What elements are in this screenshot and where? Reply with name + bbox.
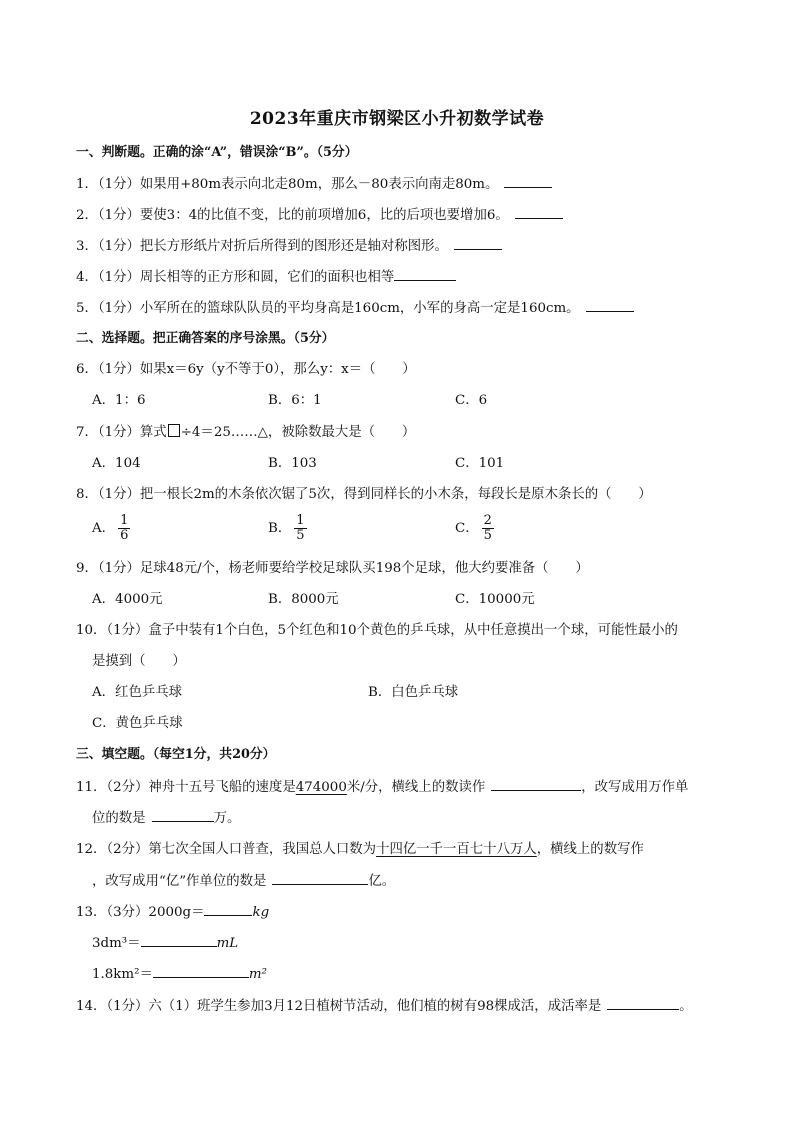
- question-4: [76, 268, 456, 287]
- question-12-line2-unit: 亿。: [368, 874, 396, 889]
- question-12: [76, 841, 644, 859]
- unit-label: m²: [248, 967, 267, 982]
- option-c[interactable]: [455, 514, 494, 543]
- option-b[interactable]: B．103: [268, 456, 317, 471]
- answer-blank[interactable]: [586, 299, 634, 312]
- answer-blank[interactable]: [454, 237, 502, 250]
- option-c[interactable]: C．黄色乒乓球: [92, 716, 183, 731]
- question-13-line1-text: 13．（3分）2000g＝: [76, 905, 205, 920]
- unit-label: mL: [216, 936, 239, 951]
- denominator: 6: [120, 528, 129, 543]
- question-13: [76, 903, 269, 922]
- numerator: 2: [483, 513, 492, 528]
- question-13-line2-text: 3dm³＝: [92, 936, 141, 951]
- answer-blank[interactable]: [204, 903, 252, 916]
- question-11-line2-text: 位的数是: [92, 811, 146, 826]
- question-7: [76, 424, 415, 442]
- answer-blank[interactable]: [491, 778, 581, 791]
- fraction: [482, 514, 494, 543]
- question-14-end: 。: [679, 999, 693, 1014]
- option-b[interactable]: B．白色乒乓球: [368, 685, 459, 700]
- fraction: [294, 514, 306, 543]
- question-5: [76, 299, 634, 318]
- option-a-label: A．: [92, 521, 116, 536]
- question-2: [76, 206, 563, 225]
- section-heading-judgment: 一、判断题。正确的涂“A”，错误涂“B”。（5分）: [76, 145, 358, 160]
- question-5-text: 5．（1分）小军所在的篮球队队员的平均身高是160cm，小军的身高一定是160cm。: [76, 301, 580, 316]
- question-7-text-post: ÷4＝25……△，被除数最大是（ ）: [180, 425, 416, 440]
- option-c[interactable]: C．6: [455, 393, 488, 408]
- option-c[interactable]: C．10000元: [455, 592, 535, 607]
- question-11-text-mid: 米/分，横线上的数读作: [346, 780, 486, 795]
- option-a[interactable]: A．4000元: [92, 592, 163, 607]
- question-10: 10．（1分）盒子中装有1个白色，5个红色和10个黄色的乒乓球，从中任意摸出一个球，可能性最小的: [76, 623, 678, 638]
- question-13-line3: [92, 965, 267, 984]
- question-11-continued: [92, 809, 240, 828]
- option-c-label: C．: [455, 521, 479, 536]
- option-a[interactable]: A．红色乒乓球: [92, 685, 183, 700]
- question-6: 6．（1分）如果x＝6y（y不等于0），那么y：x＝（ ）: [76, 362, 416, 377]
- question-12-continued: [92, 872, 395, 891]
- option-c[interactable]: C．101: [455, 456, 505, 471]
- question-12-line2-text: ，改写成用“亿”作单位的数是: [92, 874, 267, 889]
- question-10-continued: 是摸到（ ）: [92, 654, 186, 669]
- question-11-text: 11．（2分）神舟十五号飞船的速度是: [76, 780, 296, 795]
- question-13-line2: [92, 934, 238, 953]
- question-4-text: 4．（1分）周长相等的正方形和圆，它们的面积也相等: [76, 270, 395, 285]
- page-title: 2023年重庆市钢梁区小升初数学试卷: [249, 109, 545, 129]
- unit-label: kg: [252, 905, 270, 920]
- question-11-line2-unit: 万。: [213, 811, 241, 826]
- denominator: 5: [483, 528, 492, 543]
- option-b[interactable]: B．6：1: [268, 393, 322, 408]
- question-8: 8．（1分）把一根长2m的木条依次锯了5次，得到同样长的小木条，每段长是原木条长的（ ）: [76, 487, 652, 502]
- question-14: [76, 997, 693, 1016]
- question-13-line3-text: 1.8km²＝: [92, 967, 153, 982]
- empty-box-symbol: [168, 424, 180, 437]
- question-1: [76, 175, 552, 194]
- question-7-text-pre: 7．（1分）算式: [76, 425, 167, 440]
- answer-blank[interactable]: [141, 934, 217, 947]
- numerator: 1: [120, 513, 129, 528]
- option-a[interactable]: A．104: [92, 456, 141, 471]
- question-2-text: 2．（1分）要使3：4的比值不变，比的前项增加6，比的后项也要增加6。: [76, 208, 509, 223]
- answer-blank[interactable]: [504, 175, 552, 188]
- section-heading-fill-in: 三、填空题。（每空1分，共20分）: [76, 747, 276, 762]
- underlined-number: 十四亿一千一百七十八万人: [376, 842, 537, 857]
- question-11: [76, 778, 688, 797]
- section-heading-choice: 二、选择题。把正确答案的序号涂黑。（5分）: [76, 331, 335, 346]
- option-b[interactable]: B．8000元: [268, 592, 339, 607]
- answer-blank[interactable]: [607, 997, 679, 1010]
- question-11-text-post: ，改写成用万作单: [581, 780, 689, 795]
- answer-blank[interactable]: [152, 809, 214, 822]
- question-14-text: 14．（1分）六（1）班学生参加3月12日植树节活动，他们植的树有98棵成活，成活率是: [76, 999, 602, 1014]
- option-a[interactable]: A．1：6: [92, 393, 146, 408]
- question-3-text: 3．（1分）把长方形纸片对折后所得到的图形还是轴对称图形。: [76, 239, 448, 254]
- option-a[interactable]: [92, 514, 130, 543]
- underlined-number: 474000: [295, 780, 347, 795]
- question-12-text-post: ，横线上的数写作: [536, 842, 644, 857]
- answer-blank[interactable]: [515, 206, 563, 219]
- question-9: 9．（1分）足球48元/个，杨老师要给学校足球队买198个足球，他大约要准备（ ）: [76, 561, 589, 576]
- answer-blank[interactable]: [272, 872, 368, 885]
- denominator: 5: [296, 528, 305, 543]
- question-12-text: 12．（2分）第七次全国人口普查，我国总人口数为: [76, 842, 377, 857]
- question-3: [76, 237, 502, 256]
- answer-blank[interactable]: [153, 965, 249, 978]
- numerator: 1: [296, 513, 305, 528]
- option-b[interactable]: [268, 514, 307, 543]
- question-1-text: 1．（1分）如果用+80m表示向北走80m，那么－80表示向南走80m。: [76, 177, 499, 192]
- option-b-label: B．: [268, 521, 292, 536]
- answer-blank[interactable]: [394, 268, 456, 281]
- fraction: [118, 514, 130, 543]
